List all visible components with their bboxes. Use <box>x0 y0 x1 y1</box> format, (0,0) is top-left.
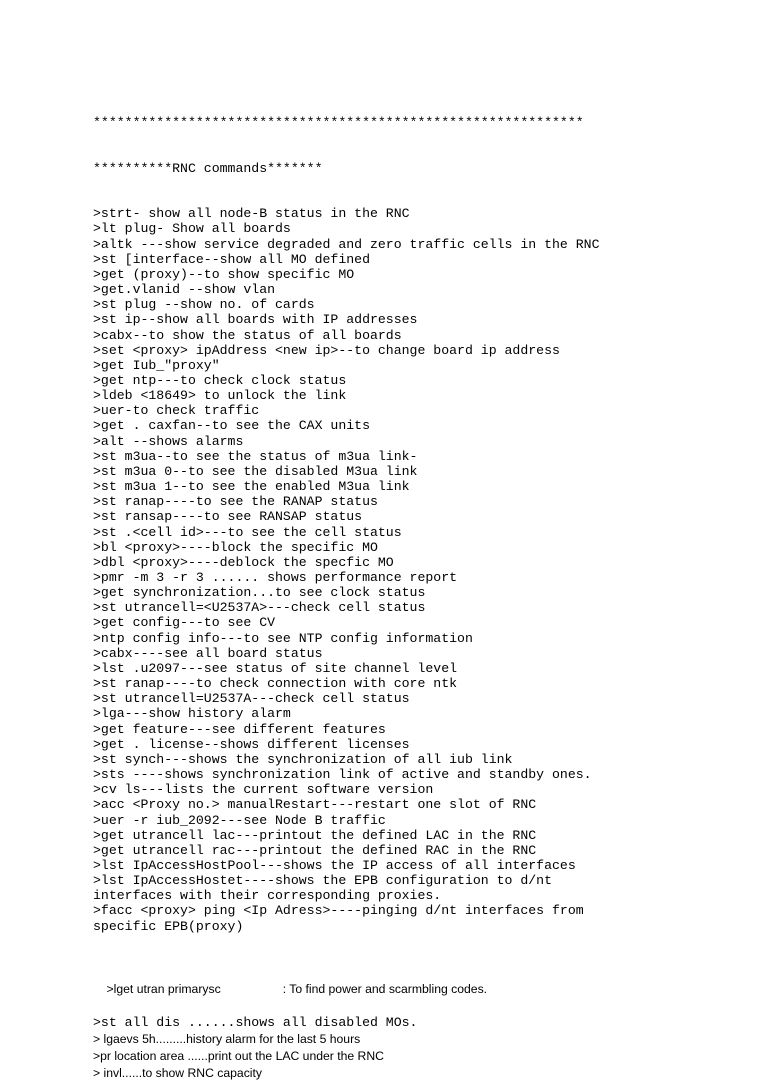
command-line: >ldeb <18649> to unlock the link <box>93 388 347 404</box>
command-line: >st [interface--show all MO defined <box>93 251 370 267</box>
command-line: >bl <proxy>----block the specific MO <box>93 539 378 555</box>
command-line: >lst .u2097---see status of site channel level <box>93 660 458 676</box>
command-line: >st synch---shows the synchronization of all iub link <box>93 751 513 767</box>
star-divider: ************************************************************** <box>93 115 584 131</box>
command-line: >st .<cell id>---to see the cell status <box>93 524 402 540</box>
command-line: >lga---show history alarm <box>93 706 291 722</box>
command-line: >get (proxy)--to show specific MO <box>93 266 355 282</box>
lget-description: : To find power and scarmbling codes. <box>282 982 488 997</box>
command-line: >cabx--to show the status of all boards <box>93 327 402 343</box>
command-line: >st ransap----to see RANSAP status <box>93 509 363 525</box>
command-line: >sts ----shows synchronization link of active and standby ones. <box>93 767 592 783</box>
command-line: interfaces with their corresponding proxies. <box>93 888 442 904</box>
command-line: >set <proxy> ipAddress <new ip>--to change board ip address <box>93 342 560 358</box>
command-line: >cabx----see all board status <box>93 645 323 661</box>
command-line: >ntp config info---to see NTP config information <box>93 630 473 646</box>
command-line: >get Iub_"proxy" <box>93 357 220 373</box>
document-page <box>93 85 653 1082</box>
command-line: >altk ---show service degraded and zero traffic cells in the RNC <box>93 236 600 252</box>
command-line: >dbl <proxy>----deblock the specfic MO <box>93 554 394 570</box>
command-line: >st plug --show no. of cards <box>93 297 315 313</box>
command-line: >alt --shows alarms <box>93 433 244 449</box>
command-line: >get . caxfan--to see the CAX units <box>93 418 370 434</box>
command-line: >cv ls---lists the current software version <box>93 782 434 798</box>
command-line: >st m3ua 0--to see the disabled M3ua link <box>93 463 418 479</box>
command-line: >pr location area ......print out the LAC under the RNC <box>93 1049 384 1064</box>
command-line: >strt- show all node-B status in the RNC <box>93 206 410 222</box>
command-list <box>93 85 653 964</box>
command-line: > invl......to show RNC capacity <box>93 1066 262 1081</box>
command-line: >uer-to check traffic <box>93 403 260 419</box>
command-line: >get.vlanid --show vlan <box>93 282 276 298</box>
command-line: >get feature---see different features <box>93 721 386 737</box>
mono-command-lines <box>93 206 653 934</box>
command-line: >acc <Proxy no.> manualRestart---restart one slot of RNC <box>93 797 537 813</box>
sans-command-lines <box>93 1031 653 1082</box>
command-line: >st m3ua--to see the status of m3ua link- <box>93 448 418 464</box>
lget-line <box>93 964 653 1015</box>
command-line: >get utrancell lac---printout the defined LAC in the RNC <box>93 827 537 843</box>
command-line: >facc <proxy> ping <Ip Adress>----pinging d/nt interfaces from <box>93 903 584 919</box>
command-line: >st ip--show all boards with IP addresses <box>93 312 418 328</box>
command-line: >get ntp---to check clock status <box>93 372 347 388</box>
command-line: >st utrancell=U2537A---check cell status <box>93 691 410 707</box>
command-line: >st utrancell=<U2537A>---check cell status <box>93 600 426 616</box>
command-line: >lst IpAccessHostet----shows the EPB configuration to d/nt <box>93 873 552 889</box>
command-line: >get config---to see CV <box>93 615 276 631</box>
document-heading: **********RNC commands******* <box>93 160 323 176</box>
st-all-dis-line: >st all dis ......shows all disabled MOs. <box>93 1015 418 1031</box>
command-line: specific EPB(proxy) <box>93 918 244 934</box>
lget-command: >lget utran primarysc <box>106 982 221 997</box>
command-line: >lst IpAccessHostPool---shows the IP access of all interfaces <box>93 857 576 873</box>
command-line: >pmr -m 3 -r 3 ...... shows performance report <box>93 570 458 585</box>
command-line: > lgaevs 5h.........history alarm for the last 5 hours <box>93 1032 361 1047</box>
command-line: >st ranap----to see the RANAP status <box>93 494 378 510</box>
command-line: >get synchronization...to see clock status <box>93 585 426 601</box>
command-line: >st m3ua 1--to see the enabled M3ua link <box>93 479 410 495</box>
command-line: >get utrancell rac---printout the defined RAC in the RNC <box>93 842 537 858</box>
command-line: >uer -r iub_2092---see Node B traffic <box>93 812 386 828</box>
command-line: >get . license--shows different licenses <box>93 736 410 752</box>
command-line: >lt plug- Show all boards <box>93 221 291 237</box>
command-line: >st ranap----to check connection with core ntk <box>93 676 458 692</box>
